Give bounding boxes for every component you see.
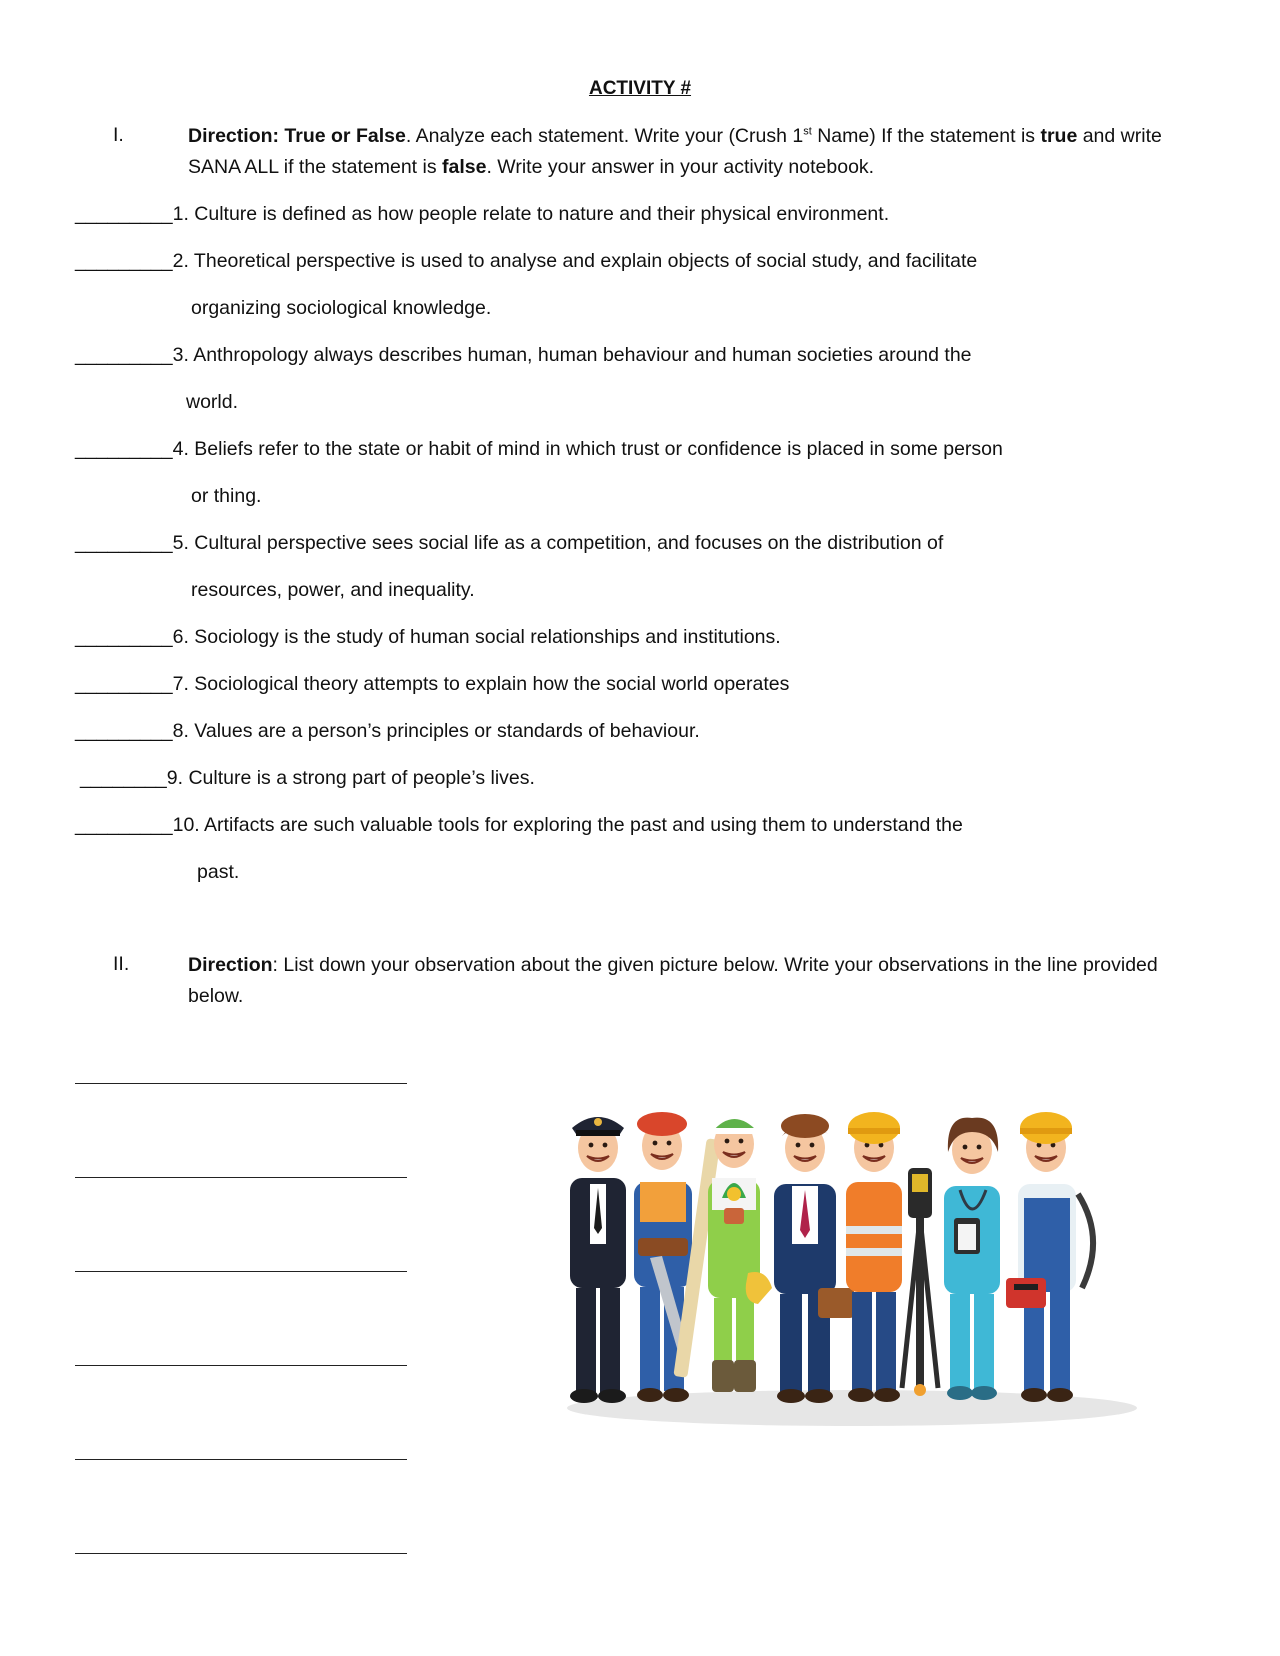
superscript: st — [803, 125, 812, 138]
item-7: _________7. Sociological theory attempts to explain how the social world operates — [75, 673, 790, 695]
item-5: _________5. Cultural perspective sees social life as a competition, and focuses on the distribution of — [75, 532, 944, 554]
businessman-figure — [774, 1114, 854, 1403]
answer-line[interactable] — [75, 1553, 407, 1554]
section-1-direction — [188, 121, 1208, 183]
section-2-direction — [188, 950, 1208, 1012]
item-5-continuation: resources, power, and inequality. — [191, 579, 475, 601]
direction-text: . Write your answer in your activity notebook. — [486, 156, 875, 178]
page-title: ACTIVITY # — [588, 78, 692, 99]
item-10-continuation: past. — [197, 861, 240, 883]
item-2-continuation: organizing sociological knowledge. — [191, 297, 492, 319]
item-6: _________6. Sociology is the study of human social relationships and institutions. — [75, 626, 781, 648]
carpenter-figure — [634, 1112, 721, 1402]
answer-line[interactable] — [75, 1271, 407, 1272]
direction-text: Name) If the statement is — [811, 125, 1041, 147]
direction-text: . Analyze each statement. Write your (Crush 1 — [405, 125, 804, 147]
item-1: _________1. Culture is defined as how people relate to nature and their physical environment. — [75, 203, 890, 225]
item-8: _________8. Values are a person’s principles or standards of behaviour. — [75, 720, 700, 742]
item-10: _________10. Artifacts are such valuable tools for exploring the past and using them to understand the — [75, 814, 963, 836]
item-9: ________9. Culture is a strong part of people’s lives. — [80, 767, 535, 789]
workers-group-illustration — [562, 1098, 1142, 1428]
answer-line[interactable] — [75, 1083, 407, 1084]
answer-line[interactable] — [75, 1459, 407, 1460]
section-2-numeral: II. — [113, 953, 130, 975]
direction-label: Direction — [188, 954, 273, 976]
answer-line[interactable] — [75, 1177, 407, 1178]
item-2: _________2. Theoretical perspective is used to analyse and explain objects of social study, and facilitate — [75, 250, 978, 272]
item-4: _________4. Beliefs refer to the state or habit of mind in which trust or confidence is placed in some person — [75, 438, 1003, 460]
direction-false: false — [442, 156, 487, 178]
item-4-continuation: or thing. — [191, 485, 262, 507]
direction-true: true — [1040, 125, 1078, 147]
direction-label: Direction: True or False — [188, 125, 406, 147]
direction-text: : List down your observation about the given picture below. Write your observations in the line provided below. — [188, 954, 1158, 1007]
item-3: _________3. Anthropology always describes human, human behaviour and human societies around the — [75, 344, 972, 366]
answer-line[interactable] — [75, 1365, 407, 1366]
direction-text: and write SANA ALL if the statement is — [188, 125, 1162, 178]
nurse-figure — [944, 1118, 1000, 1400]
pilot-figure — [570, 1117, 626, 1403]
section-1-numeral: I. — [113, 124, 124, 146]
repairman-figure — [1006, 1112, 1093, 1402]
surveyor-figure — [846, 1112, 938, 1402]
item-3-continuation: world. — [186, 391, 239, 413]
